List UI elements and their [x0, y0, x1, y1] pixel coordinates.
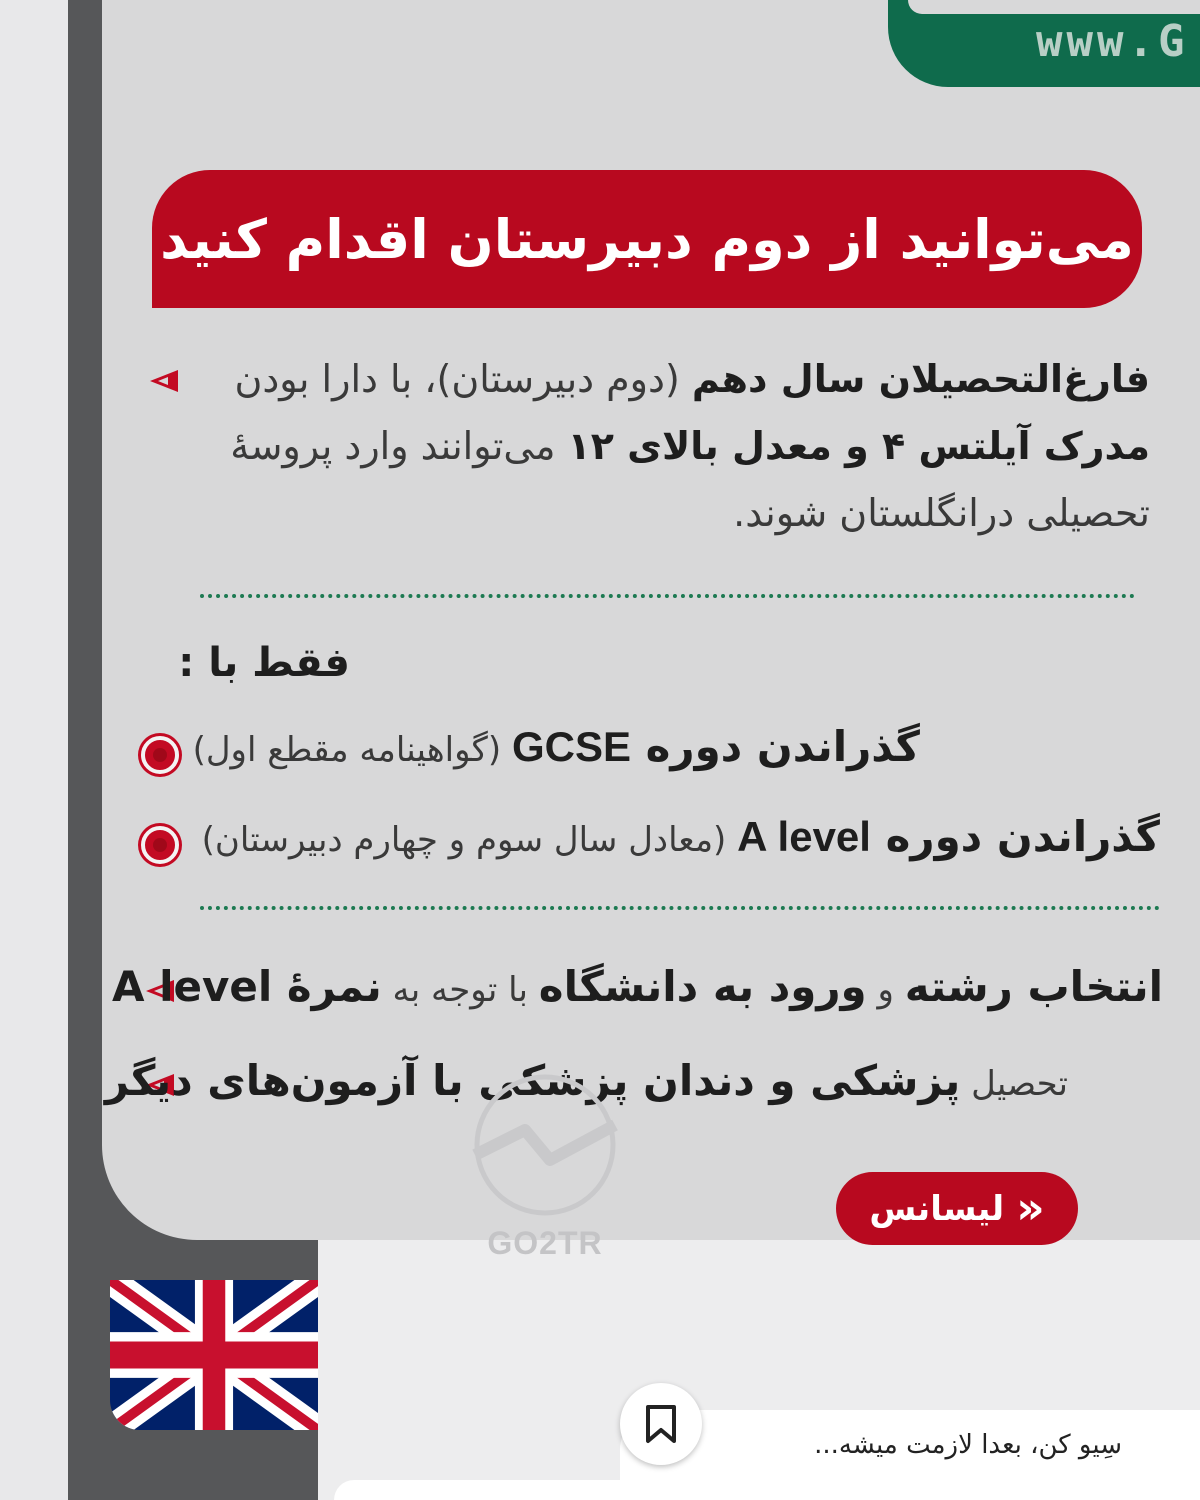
option-latin: GCSE	[511, 723, 631, 770]
point-bold-1: پزشکی و دندان پزشکی با آزمون‌های دیگر	[104, 1056, 961, 1105]
bookmark-icon	[644, 1404, 678, 1444]
option-latin: A level	[737, 813, 871, 860]
option-a-level	[190, 812, 1160, 861]
intro-bold-1: فارغ‌التحصیلان سال دهم	[691, 357, 1150, 401]
intro-paragraph	[150, 346, 1150, 547]
left-background	[0, 0, 68, 1500]
option-note: (گواهینامه مقطع اول)	[192, 730, 512, 770]
point-text-2: با توجه به	[381, 970, 539, 1010]
bachelor-button-label: لیسانس	[869, 1188, 1005, 1229]
watermark-logo-icon	[465, 1070, 625, 1220]
red-dot-icon	[141, 736, 179, 774]
intro-text-2: می‌توانند وارد پروسهٔ تحصیلی درانگلستان شوند.	[230, 424, 1150, 535]
dotted-divider	[200, 906, 1160, 910]
watermark-text: GO2TR	[487, 1225, 603, 1261]
intro-text-1: (دوم دبیرستان)، با دارا بودن	[234, 357, 692, 401]
save-button[interactable]	[620, 1383, 702, 1465]
point-medicine	[104, 1056, 1068, 1105]
intro-bold-2: مدرک آیلتس ۴ و معدل بالای ۱۲	[567, 424, 1150, 468]
option-bold: گذراندن دوره	[630, 722, 920, 771]
only-with-label: فقط با :	[178, 640, 350, 686]
title-banner	[152, 170, 1142, 308]
bachelor-button[interactable]	[836, 1172, 1078, 1245]
point-major-selection	[111, 962, 1163, 1011]
point-text-1: تحصیل	[960, 1064, 1068, 1104]
website-tab[interactable]	[888, 0, 1200, 87]
point-bold-1: انتخاب رشته	[904, 962, 1163, 1011]
website-url[interactable]: www.G	[1036, 16, 1189, 67]
option-note: (معادل سال سوم و چهارم دبیرستان)	[201, 820, 738, 860]
dotted-divider	[200, 594, 1135, 598]
double-chevron-left-icon: «	[1016, 1182, 1045, 1234]
page-title: می‌توانید از دوم دبیرستان اقدام کنید	[160, 207, 1134, 271]
option-bold: گذراندن دوره	[870, 812, 1160, 861]
option-gcse	[190, 722, 920, 771]
footer-strip	[334, 1480, 620, 1500]
uk-flag-icon	[110, 1280, 318, 1430]
save-hint-text: سِیو کن، بعدا لازمت میشه...	[814, 1430, 1122, 1460]
point-text-1: و	[866, 970, 905, 1010]
point-bold-2: ورود به دانشگاه	[538, 962, 867, 1011]
point-bold-3: نمرهٔ A level	[111, 962, 382, 1011]
red-dot-icon	[141, 826, 179, 864]
